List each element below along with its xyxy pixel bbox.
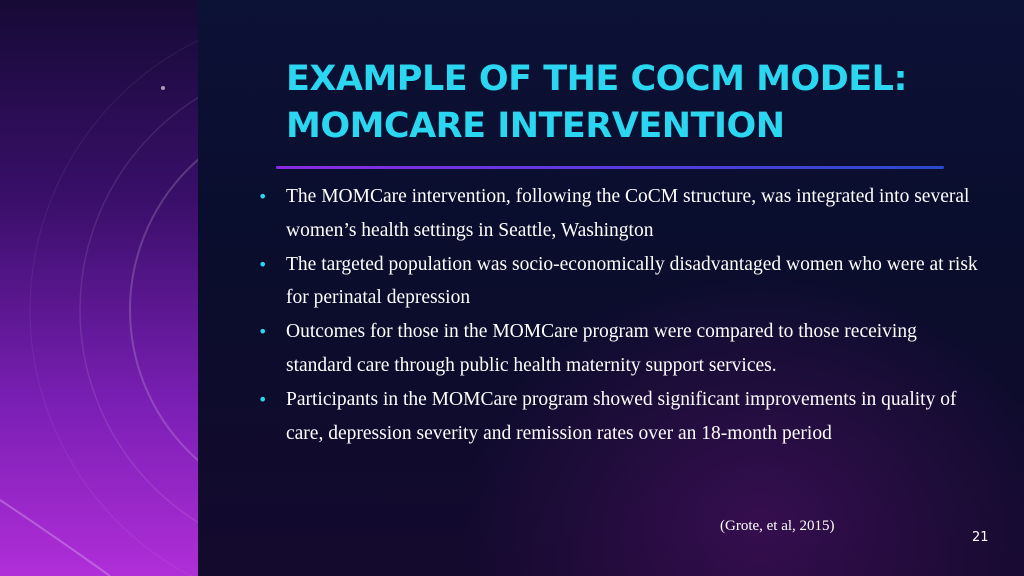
bullet-dot-icon: • xyxy=(258,187,268,206)
bullet-item xyxy=(258,248,978,316)
bullet-text: Outcomes for those in the MOMCare program were compared to those receiving standard care through public health maternity support services. xyxy=(286,321,917,376)
bullet-list xyxy=(258,180,978,450)
title-divider xyxy=(276,166,944,169)
bullet-dot-icon: • xyxy=(258,322,268,342)
bullet-dot-icon: • xyxy=(258,389,268,409)
title-line-1: EXAMPLE OF THE COCM MODEL: xyxy=(286,59,907,99)
title-line-2: MOMCARE INTERVENTION xyxy=(286,106,785,146)
bullet-text: The MOMCare intervention, following the CoCM structure, was integrated into several women’s health settings in Seattle, Washington xyxy=(286,186,970,241)
bullet-text: The targeted population was socio-economically disadvantaged women who were at risk for perinatal depression xyxy=(286,253,978,309)
bullet-item xyxy=(258,180,978,248)
citation: (Grote, et al, 2015) xyxy=(720,518,835,534)
decorative-left-panel xyxy=(0,0,198,576)
decorative-arcs-graphic xyxy=(0,0,198,576)
bullet-text: Participants in the MOMCare program showed significant improvements in quality of care, depression severity and remission rates over an 18-month period xyxy=(286,388,957,444)
bullet-item xyxy=(258,383,978,451)
bullet-dot-icon: • xyxy=(258,254,268,274)
bullet-item xyxy=(258,315,978,383)
slide-title xyxy=(286,56,1006,150)
page-number: 21 xyxy=(972,530,989,545)
